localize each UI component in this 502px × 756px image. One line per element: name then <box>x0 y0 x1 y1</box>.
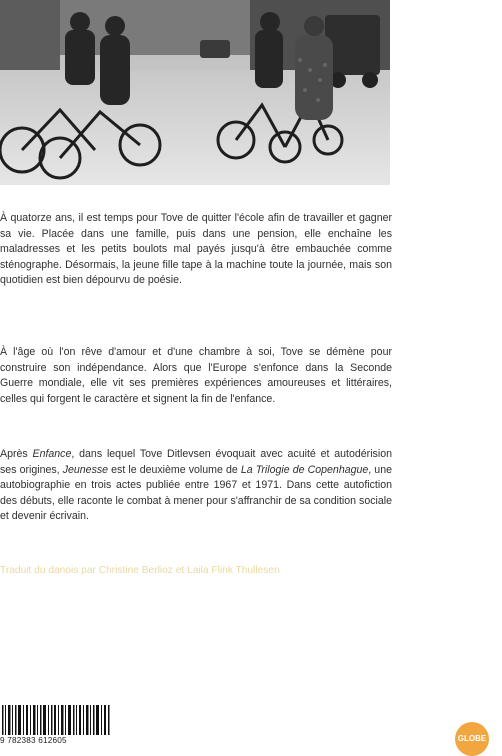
cyclists-photo-illustration <box>0 0 390 185</box>
paragraph-3-part-3: est le deuxième volume de <box>108 463 241 476</box>
paragraph-3-part-4: , une autobiographie en trois actes publiée entre 1967 et 1971. Dans cette autofiction des débuts, elle raconte le combat à mener pour s'affranchir de sa condition sociale et devenir écrivain. <box>0 463 392 523</box>
title-jeunesse: Jeunesse <box>62 463 109 476</box>
summary-paragraph-2 <box>0 345 392 407</box>
summary-paragraph-1 <box>0 211 392 289</box>
cover-photo <box>0 0 390 185</box>
isbn-number: 9 782383 612605 <box>0 736 67 745</box>
barcode-bars <box>0 705 112 735</box>
paragraph-2-text: À l'âge où l'on rêve d'amour et d'une chambre à soi, Tove se démène pour construire son indépendance. Alors que l'Europe s'enfonce dans la Seconde Guerre mondiale, elle vit ses premières expériences amoureuses et littéraires, celles qui forgent le caractère et signent la fin de l'enfance. <box>0 346 392 405</box>
translator-credit: Traduit du danois par Christine Berlioz et Laila Flink Thullesen <box>0 565 280 576</box>
isbn-barcode <box>0 705 112 753</box>
summary-paragraph-3 <box>0 447 392 525</box>
paragraph-1-text: À quatorze ans, il est temps pour Tove de quitter l'école afin de travailler et gagner sa vie. Placée dans une famille, puis dans une pension, elle enchaîne les maladresses et les petits boulots mal payés jusqu'à être embauchée comme sténographe. Désormais, la jeune fille tape à la machine toute la journée, mais son quotidien est bien dépourvu de poésie. <box>0 212 392 287</box>
publisher-logo: GLOBE <box>455 722 489 756</box>
paragraph-3-part-2: , dans lequel Tove Ditlevsen évoquait avec acuité et autodérision ses origines, <box>0 448 392 476</box>
paragraph-3-part-1: Après <box>0 448 33 460</box>
title-trilogie: La Trilogie de Copenhague <box>240 463 369 476</box>
title-enfance: Enfance <box>32 448 72 460</box>
paragraph-3-text <box>0 447 392 525</box>
